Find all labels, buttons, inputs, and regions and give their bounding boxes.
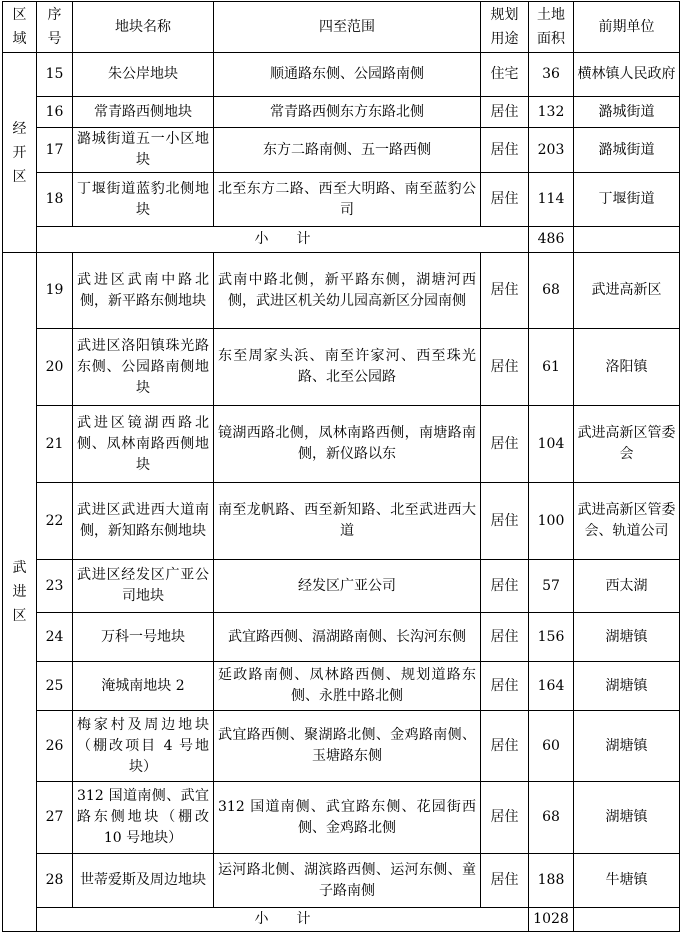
land-area: 156 [529, 613, 574, 662]
table-row [3, 662, 680, 711]
boundary-scope: 经发区广亚公司 [214, 560, 481, 613]
land-area: 100 [529, 483, 574, 560]
planned-use: 居住 [481, 854, 529, 908]
subtotal-row [3, 227, 680, 253]
land-parcel-table [2, 1, 680, 932]
parcel-name: 武进区武南中路北侧，新平路东侧地块 [73, 253, 214, 329]
parcel-name: 武进区洛阳镇珠光路东侧、公园路南侧地块 [73, 329, 214, 406]
planned-use: 居住 [481, 128, 529, 173]
parcel-name: 世蒂爱斯及周边地块 [73, 854, 214, 908]
subtotal-empty [574, 908, 680, 932]
parcel-name: 朱公岸地块 [73, 53, 214, 97]
preliminary-unit: 牛塘镇 [574, 854, 680, 908]
parcel-name: 武进区武进西大道南侧，新知路东侧地块 [73, 483, 214, 560]
parcel-name: 丁堰街道蓝豹北侧地块 [73, 173, 214, 227]
parcel-name: 梅家村及周边地块（棚改项目 4 号地块） [73, 711, 214, 782]
boundary-scope: 武宜路西侧、滆湖路南侧、长沟河东侧 [214, 613, 481, 662]
boundary-scope: 延政路南侧、凤林路西侧、规划道路东侧、永胜中路北侧 [214, 662, 481, 711]
table-row [3, 483, 680, 560]
row-number: 18 [37, 173, 73, 227]
planned-use: 居住 [481, 97, 529, 128]
preliminary-unit: 湖塘镇 [574, 662, 680, 711]
table-row [3, 253, 680, 329]
table-row [3, 53, 680, 97]
table-row [3, 128, 680, 173]
land-area: 114 [529, 173, 574, 227]
parcel-name: 淹城南地块 2 [73, 662, 214, 711]
boundary-scope: 运河路北侧、湖滨路西侧、运河东侧、童子路南侧 [214, 854, 481, 908]
parcel-name: 武进区经发区广亚公司地块 [73, 560, 214, 613]
row-number: 27 [37, 782, 73, 854]
boundary-scope: 南至龙帆路、西至新知路、北至武进西大道 [214, 483, 481, 560]
parcel-name: 常青路西侧地块 [73, 97, 214, 128]
row-number: 25 [37, 662, 73, 711]
planned-use: 居住 [481, 711, 529, 782]
boundary-scope: 北至东方二路、西至大明路、南至蓝豹公司 [214, 173, 481, 227]
land-area: 57 [529, 560, 574, 613]
planned-use: 居住 [481, 613, 529, 662]
row-number: 15 [37, 53, 73, 97]
land-area: 164 [529, 662, 574, 711]
table-row [3, 406, 680, 483]
subtotal-label: 小 计 [37, 227, 529, 253]
land-area: 68 [529, 253, 574, 329]
land-area: 132 [529, 97, 574, 128]
subtotal-empty [574, 227, 680, 253]
region-cell: 经开区 [3, 53, 37, 253]
boundary-scope: 312 国道南侧、武宜路东侧、花园街西侧、金鸡路北侧 [214, 782, 481, 854]
header-region: 区域 [3, 2, 37, 53]
planned-use: 居住 [481, 662, 529, 711]
parcel-name: 武进区镜湖西路北侧、凤林南路西侧地块 [73, 406, 214, 483]
land-area: 203 [529, 128, 574, 173]
preliminary-unit: 武进高新区管委会、轨道公司 [574, 483, 680, 560]
boundary-scope: 东至周家头浜、南至许家河、西至珠光路、北至公园路 [214, 329, 481, 406]
header-row [3, 2, 680, 53]
boundary-scope: 武宜路西侧、聚湖路北侧、金鸡路南侧、玉塘路东侧 [214, 711, 481, 782]
boundary-scope: 常青路西侧东方东路北侧 [214, 97, 481, 128]
row-number: 17 [37, 128, 73, 173]
table-row [3, 854, 680, 908]
table-row [3, 711, 680, 782]
land-area: 68 [529, 782, 574, 854]
preliminary-unit: 武进高新区管委会 [574, 406, 680, 483]
planned-use: 居住 [481, 253, 529, 329]
header-unit: 前期单位 [574, 2, 680, 53]
header-no: 序号 [37, 2, 73, 53]
planned-use: 居住 [481, 329, 529, 406]
preliminary-unit: 潞城街道 [574, 128, 680, 173]
parcel-name: 312 国道南侧、武宜路东侧地块（棚改 10 号地块） [73, 782, 214, 854]
boundary-scope: 东方二路南侧、五一路西侧 [214, 128, 481, 173]
boundary-scope: 顺通路东侧、公园路南侧 [214, 53, 481, 97]
table-row [3, 329, 680, 406]
header-area: 土地面积 [529, 2, 574, 53]
boundary-scope: 镜湖西路北侧，凤林南路西侧，南塘路南侧，新仪路以东 [214, 406, 481, 483]
parcel-name: 潞城街道五一小区地块 [73, 128, 214, 173]
subtotal-label: 小 计 [37, 908, 529, 932]
table-row [3, 97, 680, 128]
preliminary-unit: 湖塘镇 [574, 711, 680, 782]
preliminary-unit: 湖塘镇 [574, 782, 680, 854]
row-number: 21 [37, 406, 73, 483]
planned-use: 住宅 [481, 53, 529, 97]
header-use: 规划用途 [481, 2, 529, 53]
table-row [3, 613, 680, 662]
table-row [3, 782, 680, 854]
row-number: 16 [37, 97, 73, 128]
planned-use: 居住 [481, 483, 529, 560]
subtotal-value: 486 [529, 227, 574, 253]
row-number: 20 [37, 329, 73, 406]
land-area: 36 [529, 53, 574, 97]
land-area: 188 [529, 854, 574, 908]
land-area: 60 [529, 711, 574, 782]
header-scope: 四至范围 [214, 2, 481, 53]
preliminary-unit: 洛阳镇 [574, 329, 680, 406]
planned-use: 居住 [481, 560, 529, 613]
row-number: 22 [37, 483, 73, 560]
preliminary-unit: 西太湖 [574, 560, 680, 613]
preliminary-unit: 横林镇人民政府 [574, 53, 680, 97]
boundary-scope: 武南中路北侧，新平路东侧，湖塘河西侧，武进区机关幼儿园高新区分园南侧 [214, 253, 481, 329]
table-row [3, 173, 680, 227]
row-number: 24 [37, 613, 73, 662]
row-number: 28 [37, 854, 73, 908]
preliminary-unit: 丁堰街道 [574, 173, 680, 227]
land-area: 104 [529, 406, 574, 483]
planned-use: 居住 [481, 173, 529, 227]
region-cell: 武进区 [3, 253, 37, 932]
preliminary-unit: 湖塘镇 [574, 613, 680, 662]
planned-use: 居住 [481, 782, 529, 854]
planned-use: 居住 [481, 406, 529, 483]
subtotal-row [3, 908, 680, 932]
row-number: 19 [37, 253, 73, 329]
header-name: 地块名称 [73, 2, 214, 53]
subtotal-value: 1028 [529, 908, 574, 932]
land-area: 61 [529, 329, 574, 406]
preliminary-unit: 潞城街道 [574, 97, 680, 128]
preliminary-unit: 武进高新区 [574, 253, 680, 329]
table-body [3, 53, 680, 932]
row-number: 23 [37, 560, 73, 613]
row-number: 26 [37, 711, 73, 782]
parcel-name: 万科一号地块 [73, 613, 214, 662]
table-row [3, 560, 680, 613]
